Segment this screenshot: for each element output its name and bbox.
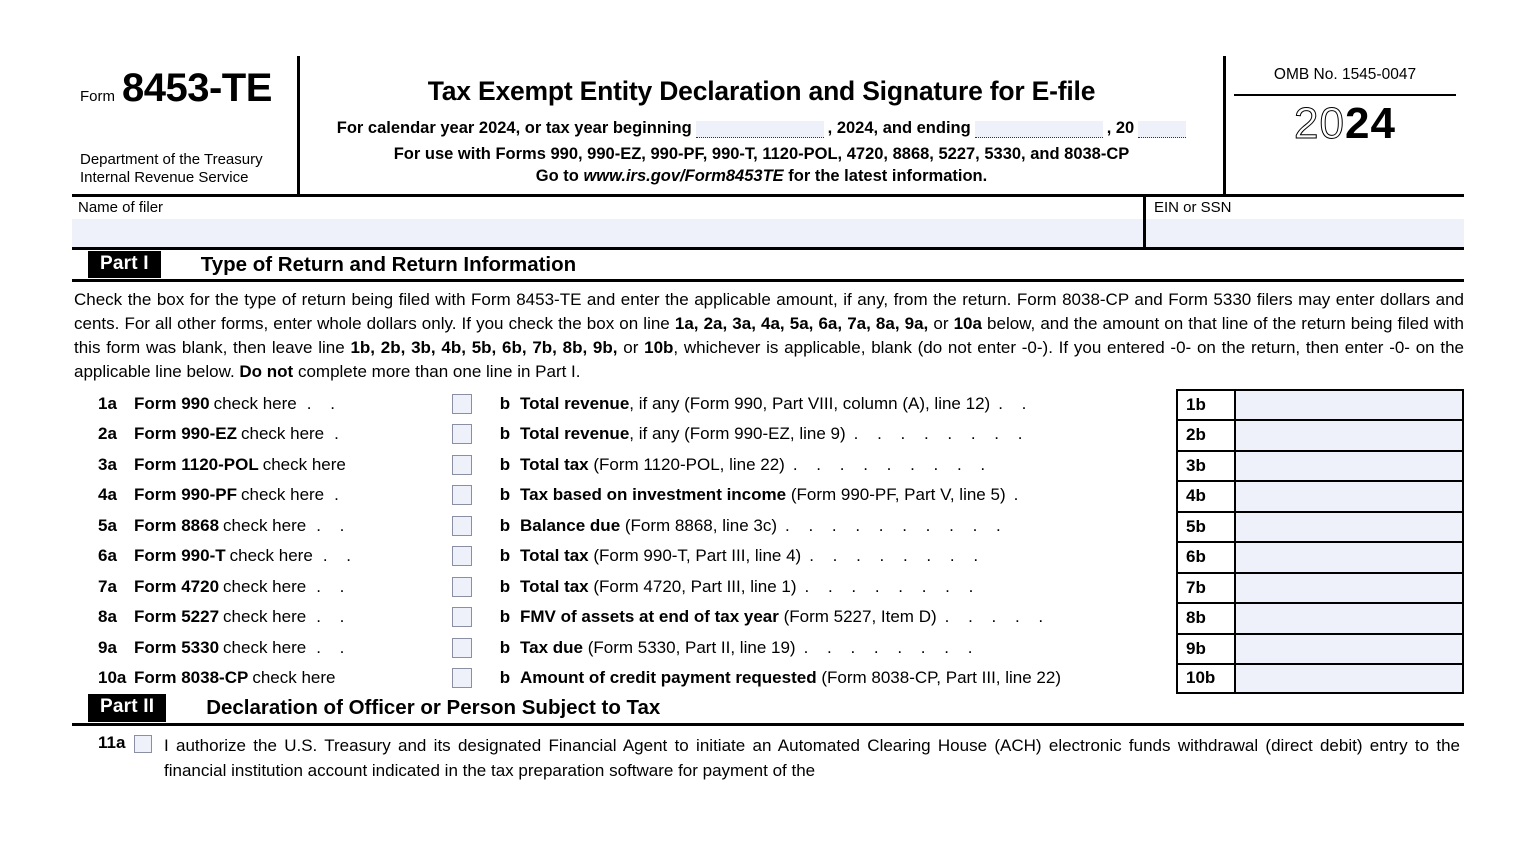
line-11a-checkbox[interactable] [134, 735, 152, 753]
line-b-description [520, 541, 1176, 572]
department-line-2: Internal Revenue Service [80, 169, 249, 187]
line-10b-amount-input[interactable] [1234, 663, 1464, 694]
line-a-check-here: check here [240, 424, 325, 444]
form-header [72, 56, 1464, 197]
line-a-description [134, 419, 434, 450]
line-5a-checkbox[interactable] [452, 516, 472, 536]
tax-year-line [306, 119, 1217, 138]
line-a-description [134, 511, 434, 542]
leader-dots: . . [306, 393, 342, 413]
line-a-checkbox-cell[interactable] [434, 572, 490, 603]
line-5b-amount-input[interactable] [1234, 511, 1464, 542]
line-number-a: 1a [98, 393, 117, 413]
line-a-description [134, 480, 434, 511]
leader-dots: . [334, 485, 346, 505]
line-b-description [520, 480, 1176, 511]
line-b-amount-label: Total tax [520, 546, 589, 566]
line-4a-checkbox[interactable] [452, 485, 472, 505]
line-b-source: (Form 1120-POL, line 22) [588, 454, 785, 474]
ein-or-ssn-field[interactable] [1146, 197, 1464, 247]
calendar-year-mid: , 2024, and ending [827, 119, 971, 137]
line-b-source: , if any (Form 990-EZ, line 9) [629, 424, 846, 444]
line-b-amount-label: Total tax [520, 454, 589, 474]
line-b-marker: b [499, 485, 511, 505]
line-b-amount-label: Tax due [520, 637, 583, 657]
line-1b-amount-input[interactable] [1234, 389, 1464, 420]
part-2-header [72, 694, 1464, 726]
tax-year-yy: 24 [1345, 99, 1396, 148]
line-a-check-here: check here [229, 546, 313, 566]
line-b-amount-label: Total revenue [520, 424, 630, 444]
leader-dots: . [334, 424, 346, 444]
line-b-amount-label: Total revenue [520, 393, 630, 413]
line-b-marker: b [499, 454, 511, 474]
line-b-description [520, 633, 1176, 664]
line-b-number: 9b [1176, 633, 1234, 664]
form-identifier [80, 68, 289, 108]
line-a-check-here: check here [252, 668, 336, 688]
line-b-number: 3b [1176, 450, 1234, 481]
part-1-line-row [72, 450, 1464, 481]
line-a-checkbox-cell[interactable] [434, 602, 490, 633]
line-b-amount-label: Total tax [520, 576, 589, 596]
goto-line [306, 167, 1217, 186]
line-a-check-here: check here [223, 637, 307, 657]
leader-dots: . . . . . . . . [803, 637, 980, 657]
department-block [80, 151, 289, 189]
part-1-line-row [72, 541, 1464, 572]
line-number-a: 3a [98, 454, 117, 474]
part-1-line-row [72, 663, 1464, 694]
line-b-number: 6b [1176, 541, 1234, 572]
leader-dots: . . [316, 515, 352, 535]
line-a-form-name: Form 4720 [134, 576, 220, 596]
leader-dots: . . [998, 393, 1034, 413]
line-b-marker: b [499, 576, 511, 596]
part-1-line-row [72, 633, 1464, 664]
part-1-line-row [72, 602, 1464, 633]
line-number-a: 5a [98, 515, 117, 535]
line-a-check-here: check here [262, 454, 346, 474]
part-2-title: Declaration of Officer or Person Subject to Tax [206, 696, 661, 719]
leader-dots: . . [316, 607, 352, 627]
line-a-checkbox-cell[interactable] [434, 663, 490, 694]
line-2b-amount-input[interactable] [1234, 419, 1464, 450]
line-b-marker: b [499, 515, 511, 535]
name-of-filer-label: Name of filer [78, 199, 164, 216]
line-b-source: (Form 8038-CP, Part III, line 22) [816, 668, 1062, 688]
line-b-description [520, 572, 1176, 603]
irs-form-url[interactable]: www.irs.gov/Form8453TE [583, 167, 784, 185]
tax-year-badge [1234, 99, 1456, 148]
filer-identification-row [72, 197, 1464, 250]
line-b-number: 4b [1176, 480, 1234, 511]
line-11a-row [72, 726, 1464, 784]
line-number-a: 9a [98, 637, 117, 657]
line-a-description [134, 541, 434, 572]
line-a-description [134, 602, 434, 633]
line-11a-checkbox-cell[interactable] [134, 733, 164, 784]
leader-dots: . . [316, 576, 352, 596]
leader-dots: . . . . . . . . [804, 576, 981, 596]
line-b-marker: b [499, 424, 511, 444]
line-a-check-here: check here [223, 515, 307, 535]
line-11a-text: I authorize the U.S. Treasury and its designated Financial Agent to initiate an Automated Clearing House (ACH) electronic funds withdrawal (direct debit) entry to the financial institution account indicated in the tax preparation software for payment of the [164, 735, 1460, 780]
part-1-title: Type of Return and Return Information [200, 252, 577, 276]
header-left-block [72, 56, 300, 194]
part-1-line-row [72, 480, 1464, 511]
goto-suffix: for the latest information. [788, 167, 988, 185]
line-a-checkbox-cell[interactable] [434, 480, 490, 511]
part-1-line-row [72, 511, 1464, 542]
line-a-form-name: Form 990-T [134, 546, 226, 566]
line-a-checkbox-cell[interactable] [434, 450, 490, 481]
line-a-checkbox-cell[interactable] [434, 541, 490, 572]
omb-number: OMB No. 1545-0047 [1234, 66, 1456, 96]
line-a-description [134, 572, 434, 603]
line-7b-amount-input[interactable] [1234, 572, 1464, 603]
line-b-description [520, 663, 1176, 694]
leader-dots: . . . . . . . . . . [785, 515, 1008, 535]
line-10a-checkbox[interactable] [452, 668, 472, 688]
line-4b-amount-input[interactable] [1234, 480, 1464, 511]
part-1-header [72, 250, 1464, 282]
line-a-description [134, 389, 434, 420]
line-a-form-name: Form 990-EZ [134, 424, 237, 444]
line-a-form-name: Form 990-PF [134, 485, 237, 505]
line-8a-checkbox[interactable] [452, 607, 472, 627]
tax-year-century: 20 [1294, 99, 1345, 148]
form-word-label: Form [80, 88, 115, 105]
line-number-a: 7a [98, 576, 117, 596]
line-b-marker: b [499, 637, 511, 657]
leader-dots: . . . . . . . . [853, 424, 1030, 444]
name-of-filer-field[interactable] [72, 197, 1146, 247]
line-3a-checkbox[interactable] [452, 455, 472, 475]
line-b-amount-label: Amount of credit payment requested [520, 668, 817, 688]
line-b-source: (Form 4720, Part III, line 1) [588, 576, 797, 596]
form-title: Tax Exempt Entity Declaration and Signature for E-file [427, 76, 1096, 106]
line-b-marker: b [499, 607, 511, 627]
line-b-number: 1b [1176, 389, 1234, 420]
line-a-form-name: Form 1120-POL [134, 454, 259, 474]
line-b-source: (Form 8868, line 3c) [620, 515, 777, 535]
line-3b-amount-input[interactable] [1234, 450, 1464, 481]
line-number-a: 8a [98, 607, 117, 627]
line-a-checkbox-cell[interactable] [434, 419, 490, 450]
part-1-line-row [72, 389, 1464, 420]
line-9b-amount-input[interactable] [1234, 633, 1464, 664]
line-a-description [134, 633, 434, 664]
calendar-year-prefix: For calendar year 2024, or tax year beginning [336, 119, 692, 137]
department-line-1: Department of the Treasury [80, 150, 263, 168]
leader-dots: . . [316, 637, 352, 657]
line-a-check-here: check here [240, 485, 325, 505]
line-b-number: 2b [1176, 419, 1234, 450]
line-a-description [134, 450, 434, 481]
line-a-form-name: Form 5227 [134, 607, 220, 627]
leader-dots: . . . . . . . . [809, 546, 986, 566]
line-b-number: 8b [1176, 602, 1234, 633]
line-a-form-name: Form 8868 [134, 515, 220, 535]
line-6a-checkbox[interactable] [452, 546, 472, 566]
line-b-number: 5b [1176, 511, 1234, 542]
line-a-checkbox-cell[interactable] [434, 633, 490, 664]
part-2-tag: Part II [88, 694, 166, 722]
part-1-line-row [72, 419, 1464, 450]
leader-dots: . . [322, 546, 358, 566]
line-a-form-name: Form 8038-CP [134, 668, 249, 688]
use-with-forms-line: For use with Forms 990, 990-EZ, 990-PF, 990-T, 1120-POL, 4720, 8868, 5227, 5330, and 8038-CP [393, 145, 1130, 163]
line-a-checkbox-cell[interactable] [434, 511, 490, 542]
line-a-check-here: check here [213, 393, 297, 413]
leader-dots: . [1013, 485, 1026, 505]
line-b-marker: b [499, 393, 511, 413]
line-number-a: 4a [98, 485, 117, 505]
header-right-block [1226, 56, 1464, 194]
line-11a-number: 11a [98, 732, 126, 752]
line-number-a: 10a [98, 668, 127, 688]
goto-prefix: Go to [535, 167, 579, 185]
ein-or-ssn-label: EIN or SSN [1154, 199, 1232, 216]
line-7a-checkbox[interactable] [452, 577, 472, 597]
line-1a-checkbox[interactable] [452, 394, 472, 414]
line-b-description [520, 419, 1176, 450]
line-2a-checkbox[interactable] [452, 424, 472, 444]
calendar-year-suffix: , 20 [1106, 119, 1135, 137]
line-a-form-name: Form 990 [134, 393, 210, 413]
line-a-check-here: check here [223, 576, 307, 596]
line-8b-amount-input[interactable] [1234, 602, 1464, 633]
line-number-a: 2a [98, 424, 117, 444]
header-center-block [300, 56, 1226, 194]
form-number: 8453-TE [122, 66, 272, 110]
line-b-number: 7b [1176, 572, 1234, 603]
line-b-marker: b [499, 668, 511, 688]
tax-year-begin-input[interactable] [696, 121, 824, 138]
line-b-number: 10b [1176, 663, 1234, 694]
line-b-source: (Form 990-PF, Part V, line 5) [786, 485, 1006, 505]
part-1-instructions: Check the box for the type of return being filed with Form 8453-TE and enter the applicable amount, if any, from the return. Form 8038-CP and Form 5330 filers may enter dollars and cents. For all other forms, enter whole dollars only. If you check the box on line 1a, 2a, 3a, 4a, 5a, 6a, 7a, 8a, 9a, or 10a below, and the amount on that line of the return being filed with this form was blank, then leave line 1b, 2b, 3b, 4b, 5b, 6b, 7b, 8b, 9b, or 10b, whichever is applicable, blank (do not enter -0-). If you entered -0- on the return, then enter -0- on the applicable line below. Do not complete more than one line in Part I. [74, 290, 1465, 382]
line-b-amount-label: Balance due [520, 515, 621, 535]
line-a-form-name: Form 5330 [134, 637, 220, 657]
line-b-description [520, 511, 1176, 542]
line-b-description [520, 450, 1176, 481]
part-1-tag: Part I [88, 251, 161, 279]
line-b-description [520, 602, 1176, 633]
part-1-lines [72, 389, 1464, 694]
part-1-line-row [72, 572, 1464, 603]
line-a-checkbox-cell[interactable] [434, 389, 490, 420]
line-a-description [134, 663, 434, 694]
tax-year-end-input[interactable] [975, 121, 1103, 138]
line-b-marker: b [499, 546, 511, 566]
leader-dots: . . . . . . . . . [792, 454, 993, 474]
tax-year-end-yy-input[interactable] [1138, 121, 1186, 138]
line-b-amount-label: FMV of assets at end of tax year [520, 607, 779, 627]
line-b-amount-label: Tax based on investment income [520, 485, 787, 505]
line-number-a: 6a [98, 546, 117, 566]
line-b-source: (Form 5227, Item D) [778, 607, 937, 627]
line-6b-amount-input[interactable] [1234, 541, 1464, 572]
line-b-source: (Form 990-T, Part III, line 4) [588, 546, 802, 566]
line-b-source: , if any (Form 990, Part VIII, column (A), line 12) [629, 393, 991, 413]
line-b-description [520, 389, 1176, 420]
line-a-check-here: check here [223, 607, 307, 627]
line-b-source: (Form 5330, Part II, line 19) [582, 637, 796, 657]
line-9a-checkbox[interactable] [452, 638, 472, 658]
leader-dots: . . . . . [944, 607, 1051, 627]
